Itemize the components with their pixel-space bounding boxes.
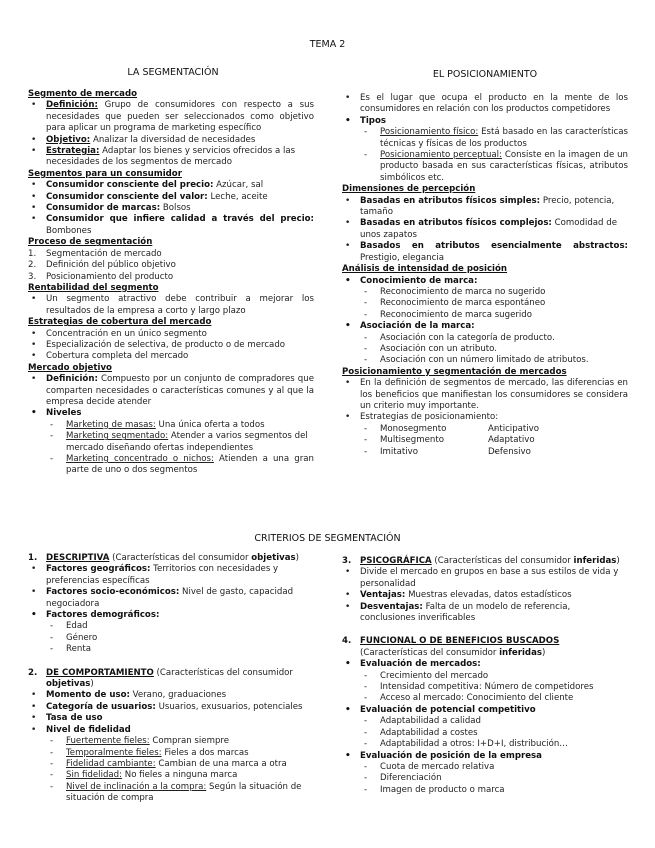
descriptiva-heading: 1. DESCRIPTIVA (Características del consumidor objetivas) bbox=[28, 553, 300, 563]
estrategias-grid bbox=[342, 424, 628, 458]
list-item: 2. Definición del público objetivo bbox=[28, 260, 176, 271]
list-item: - Temporalmente fieles: Fieles a dos marcas bbox=[28, 748, 314, 759]
list-item: • Consumidor que infiere calidad a través del precio: Bombones bbox=[28, 214, 314, 237]
intensidad-title: Análisis de intensidad de posición bbox=[342, 264, 508, 275]
list-item: • Basados en atributos esencialmente abstractos: Prestigio, elegancia bbox=[342, 241, 628, 264]
demo-label: • Factores demográficos: bbox=[28, 610, 314, 621]
criterios-heading: CRITERIOS DE SEGMENTACIÓN bbox=[254, 533, 401, 544]
segmento-title: Segmento de mercado bbox=[28, 89, 138, 99]
list-item: - Intensidad competitiva: Número de competidores bbox=[342, 682, 628, 693]
list-item: - Adaptabilidad a otros: I+D+I, distribución… bbox=[342, 739, 628, 750]
psicografica-heading: 3. PSICOGRÁFICA (Características del consumidor inferidas) bbox=[342, 556, 620, 566]
objetivo-definicion: • Definición: Compuesto por un conjunto de compradores que comparten necesidades o características comunes y al que la empresa decide atender bbox=[28, 374, 314, 408]
list-item: - Anticipativo bbox=[472, 424, 612, 435]
list-item: - Fidelidad cambiante: Cambian de una marca a otra bbox=[28, 759, 314, 770]
list-item: • Categoría de usuarios: Usuarios, exusuarios, potenciales bbox=[28, 702, 314, 713]
proceso-title: Proceso de segmentación bbox=[28, 237, 153, 248]
eval-posicion-label: • Evaluación de posición de la empresa bbox=[342, 751, 628, 762]
list-item: • Especialización de selectiva, de producto o de mercado bbox=[28, 340, 314, 351]
segmentacion-column bbox=[28, 89, 314, 477]
list-item: - Marketing concentrado o nichos: Atienden a una gran parte de uno o dos segmentos bbox=[28, 454, 314, 477]
list-item: • Nivel de fidelidad bbox=[28, 725, 314, 736]
list-item: - Diferenciación bbox=[342, 773, 628, 784]
segmento-objetivo: • Objetivo: Analizar la diversidad de necesidades bbox=[28, 135, 314, 146]
segmento-estrategia: • Estrategia: Adaptar los bienes y servicios ofrecidos a las necesidades de los segmentos de mercado bbox=[28, 146, 314, 169]
niveles-label: • Niveles bbox=[28, 408, 314, 419]
posseg-title: Posicionamiento y segmentación de mercados bbox=[342, 366, 567, 377]
objetivo-title: Mercado objetivo bbox=[28, 362, 112, 373]
list-item: • Basadas en atributos físicos simples: Precio, potencia, tamaño bbox=[342, 196, 628, 219]
list-item: 1. Segmentación de mercado bbox=[28, 248, 162, 259]
asociacion-label: • Asociación de la marca: bbox=[342, 321, 628, 332]
criterios-right-column bbox=[342, 556, 628, 796]
geo-item: • Factores geográficos: Territorios con necesidades y preferencias específicas bbox=[28, 564, 314, 587]
list-item: - Defensivo bbox=[472, 447, 612, 458]
estrategias-label: • Estrategias de posicionamiento: bbox=[342, 412, 628, 423]
list-item: - Sin fidelidad: No fieles a ninguna marca bbox=[28, 770, 314, 781]
list-item: - Monosegmento bbox=[342, 424, 472, 435]
list-item: • Cobertura completa del mercado bbox=[28, 351, 314, 362]
list-item: - Posicionamiento perceptual: Consiste en la imagen de un producto basada en sus características físicas, atributos simbólicos etc. bbox=[342, 150, 628, 184]
list-item: - Reconocimiento de marca no sugerido bbox=[342, 287, 628, 298]
segmento-definicion: • Definición: Grupo de consumidores con respecto a sus necesidades que pueden ser seleccionados como objetivo para aplicar un programa de marketing específico bbox=[28, 100, 314, 134]
list-item: - Posicionamiento físico: Está basado en las características técnicas y físicas de los productos bbox=[342, 127, 628, 150]
list-item: - Reconocimiento de marca espontáneo bbox=[342, 298, 628, 309]
comportamiento-heading: 2. DE COMPORTAMIENTO (Características del consumidor objetivas) bbox=[28, 667, 293, 690]
tipos-label: • Tipos bbox=[342, 116, 628, 127]
list-item: • Consumidor consciente del precio: Azúcar, sal bbox=[28, 180, 314, 191]
list-item: - Marketing segmentado: Atender a varios segmentos del mercado diseñando ofertas independientes bbox=[28, 431, 314, 454]
list-item: • Basadas en atributos físicos complejos: Comodidad de unos zapatos bbox=[342, 218, 628, 241]
eval-mercados-label: • Evaluación de mercados: bbox=[342, 659, 628, 670]
list-item: - Acceso al mercado: Conocimiento del cliente bbox=[342, 693, 628, 704]
eval-potencial-label: • Evaluación de potencial competitivo bbox=[342, 705, 628, 716]
segmentacion-heading: LA SEGMENTACIÓN bbox=[127, 67, 219, 78]
posicionamiento-column bbox=[342, 93, 628, 458]
posicionamiento-heading: EL POSICIONAMIENTO bbox=[432, 69, 538, 80]
list-item: - Edad bbox=[28, 621, 314, 632]
rentabilidad-text: • Un segmento atractivo debe contribuir a mejorar los resultados de la empresa a corto y largo plazo bbox=[28, 294, 314, 317]
list-item: - Asociación con un número limitado de atributos. bbox=[342, 355, 628, 366]
consumidor-title: Segmentos para un consumidor bbox=[28, 168, 182, 179]
posseg-text: • En la definición de segmentos de mercado, las diferencias en los beneficios que manifiestan los consumidores se considera un criterio muy importante. bbox=[342, 378, 628, 412]
rentabilidad-title: Rentabilidad del segmento bbox=[28, 282, 159, 293]
list-item: - Crecimiento del mercado bbox=[342, 671, 628, 682]
criterios-left-column bbox=[28, 553, 314, 805]
list-item: - Multisegmento bbox=[342, 435, 472, 446]
list-item: - Imitativo bbox=[342, 447, 472, 458]
list-item: • Consumidor de marcas: Bolsos bbox=[28, 203, 314, 214]
list-item: • Tasa de uso bbox=[28, 713, 314, 724]
list-item: - Reconocimiento de marca sugerido bbox=[342, 310, 628, 321]
list-item: - Renta bbox=[28, 644, 314, 655]
funcional-heading: 4. FUNCIONAL O DE BENEFICIOS BUSCADOS (Características del consumidor inferidas) bbox=[342, 636, 560, 658]
conocimiento-label: • Conocimiento de marca: bbox=[342, 276, 628, 287]
list-item: - Cuota de mercado relativa bbox=[342, 762, 628, 773]
list-item: - Fuertemente fieles: Compran siempre bbox=[28, 736, 314, 747]
desventajas-item: • Desventajas: Falta de un modelo de referencia, conclusiones inverificables bbox=[342, 602, 628, 625]
posicionamiento-intro: • Es el lugar que ocupa el producto en la mente de los consumidores en relación con los productos competidores bbox=[342, 93, 628, 116]
list-item: 3. Posicionamiento del producto bbox=[28, 271, 174, 282]
page-title: TEMA 2 bbox=[309, 39, 346, 50]
list-item: - Nivel de inclinación a la compra: Según la situación de situación de compra bbox=[28, 782, 314, 805]
list-item: • Concentración en un único segmento bbox=[28, 329, 314, 340]
socio-item: • Factores socio-económicos: Nivel de gasto, capacidad negociadora bbox=[28, 587, 314, 610]
list-item: - Adaptabilidad a costes bbox=[342, 728, 628, 739]
list-item: • Momento de uso: Verano, graduaciones bbox=[28, 690, 314, 701]
cobertura-title: Estrategias de cobertura del mercado bbox=[28, 317, 212, 328]
list-item: - Género bbox=[28, 633, 314, 644]
list-item: - Asociación con un atributo. bbox=[342, 344, 628, 355]
list-item: • Consumidor consciente del valor: Leche, aceite bbox=[28, 192, 314, 203]
list-item: - Adaptabilidad a calidad bbox=[342, 716, 628, 727]
list-item: - Marketing de masas: Una única oferta a todos bbox=[28, 420, 314, 431]
list-item: - Imagen de producto o marca bbox=[342, 785, 628, 796]
list-item: - Adaptativo bbox=[472, 435, 612, 446]
psicografica-divide: • Divide el mercado en grupos en base a sus estilos de vida y personalidad bbox=[342, 567, 628, 590]
list-item: - Asociación con la categoría de producto. bbox=[342, 333, 628, 344]
ventajas-item: • Ventajas: Muestras elevadas, datos estadísticos bbox=[342, 590, 628, 601]
dimensiones-title: Dimensiones de percepción bbox=[342, 184, 476, 195]
